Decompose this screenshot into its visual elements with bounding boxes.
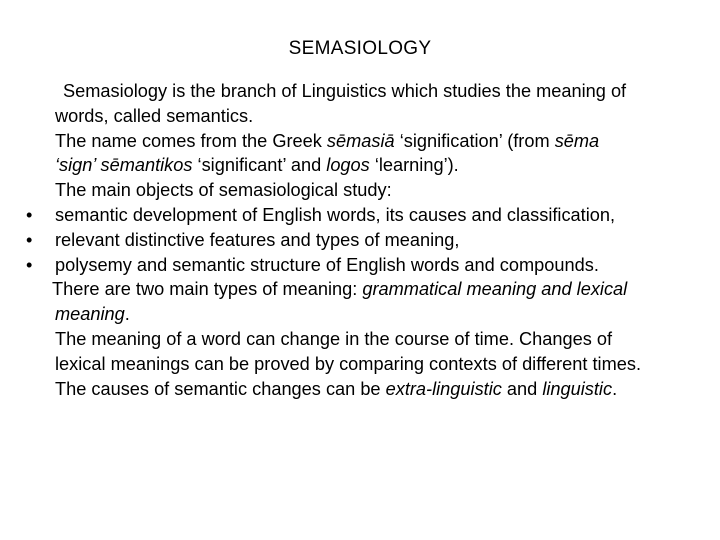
italic-term: grammatical meaning and lexical [362,279,628,300]
text-run: ‘significant’ and [192,155,327,176]
paragraph-line [26,352,716,377]
bullet-icon: • [26,254,33,275]
bullet-icon: • [26,204,33,225]
text-run: The meaning of a word can change in the course of time. Changes of [55,328,613,349]
paragraph-line [26,178,716,203]
text-run: There are two main types of meaning: [52,279,363,300]
list-item-text: polysemy and semantic structure of English words and compounds. [55,254,599,275]
italic-term: sēma [554,130,600,151]
italic-term: meaning [55,304,125,325]
list-item [26,228,716,253]
italic-term: logos [326,155,370,176]
paragraph-line [26,104,716,129]
text-run: Semasiology is the branch of Linguistics which studies the meaning of [63,81,627,101]
text-run: and [501,378,543,399]
paragraph-line [26,153,716,178]
bullet-icon: • [26,229,33,250]
text-run: The main objects of semasiological study: [55,180,392,201]
italic-term: ‘sign’ sēmantikos [55,155,193,176]
list-item [26,253,716,278]
italic-term: sēmasiā [326,130,395,151]
text-run: ‘signification’ (from [394,130,555,151]
text-run: The causes of semantic changes can be [55,378,386,399]
slide-body [26,79,716,401]
paragraph-line [26,277,716,302]
italic-term: linguistic [542,378,613,399]
list-item-text: relevant distinctive features and types of meaning, [55,229,460,250]
paragraph-line [26,79,716,104]
italic-term: extra-linguistic [385,378,502,399]
paragraph-line [26,302,716,327]
list-item [26,203,716,228]
text-run: . [612,378,618,399]
text-run: lexical meanings can be proved by comparing contexts of different times. [55,353,642,374]
slide-title-text: SEMASIOLOGY [288,38,432,59]
list-item-text: semantic development of English words, its causes and classification, [55,204,616,225]
text-run: ‘learning’). [369,155,459,176]
text-run: . [124,304,130,325]
text-run: words, called semantics. [55,105,254,126]
paragraph-line [26,377,716,402]
paragraph-line [26,327,716,352]
paragraph-line [26,129,716,154]
text-run: The name comes from the Greek [55,130,327,151]
slide-title [0,36,720,62]
